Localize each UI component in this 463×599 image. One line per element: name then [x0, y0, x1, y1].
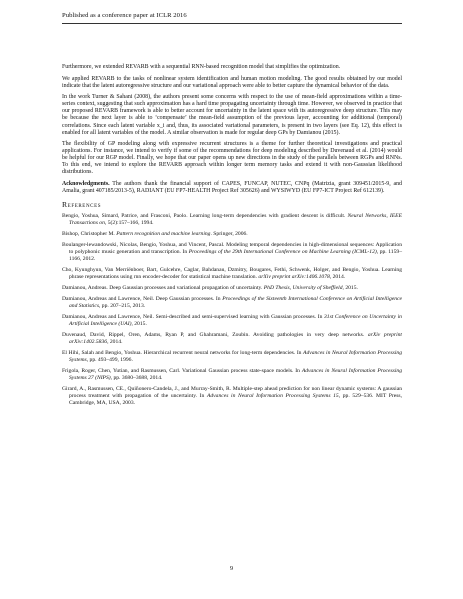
reference-venue: Advances in Neural Information Processing Systems 15 — [206, 393, 339, 400]
reference-details: , pp. 529–536. MIT Press, Cambridge, MA, USA, 2003. — [69, 393, 402, 406]
reference-entry — [62, 332, 402, 345]
reference-details: , 2014. — [107, 339, 123, 346]
reference-details: , 2015. — [131, 321, 147, 328]
reference-venue: Neural Networks, IEEE Transactions on — [69, 213, 402, 226]
reference-details: , pp. 493–499, 1996. — [86, 357, 133, 364]
reference-details: , 2014. — [329, 273, 346, 280]
reference-entry — [62, 368, 402, 381]
references-list — [62, 213, 402, 406]
reference-authors: Damianou, Andreas and Lawrence, Neil. Semi-described and semi-supervised learning with Gaussian processes. In — [62, 314, 324, 321]
paragraph: Furthermore, we extended REVARB with a sequential RNN-based recognition model that simplifies the optimization. — [62, 64, 341, 70]
reference-venue: arXiv preprint arXiv:1406.1078 — [258, 273, 330, 280]
acknowledgments-paragraph — [62, 181, 402, 195]
reference-authors: Bishop, Christopher M. — [62, 231, 117, 238]
header-rule — [62, 23, 402, 24]
reference-details: . Springer, 2006. — [210, 231, 248, 238]
reference-entry — [62, 285, 402, 292]
reference-entry — [62, 231, 402, 238]
reference-venue: Advances in Neural Information Processing Systems — [69, 350, 402, 364]
acknowledgments-title: Acknowledgments. — [62, 181, 110, 188]
reference-authors: Damianou, Andreas and Lawrence, Neil. Deep Gaussian processes. In — [62, 296, 223, 303]
reference-authors: Girard, A., Rasmussen, CE., Quiñonero-Candela, J., and Murray-Smith, R. Multiple-step ahead prediction for non linear dynamic systems: A gaussian process treatment with propagation of the uncertainty. In — [62, 386, 402, 400]
reference-authors: El Hihi, Salah and Bengio, Yoshua. Hierarchical recurrent neural networks for long-term dependencies. In — [62, 350, 304, 357]
page-body — [62, 64, 402, 411]
reference-authors: Bengio, Yoshua, Simard, Patrice, and Frasconi, Paolo. Learning long-term dependencies with gradient descent is difficult. — [62, 213, 348, 220]
reference-details: , 5(2):157–166, 1994. — [104, 219, 154, 226]
reference-entry — [62, 267, 402, 280]
reference-venue: Proceedings of the Sixteenth International Conference on Artificial Intelligence and Statistics — [69, 296, 402, 310]
paragraph: The flexibility of GP modeling along with expressive recurrent structures is a theme for further theoretical investigations and practical applications. For instance, we intend to verify if some of the recommendations for deep modeling described by Duvenaud et al. (2014) would be helpful for our RGP model. Finally, we hope that our paper opens up new directions in the study of the parallels between RGPs and RNNs. To this end, we intend to explore the REVARB approach within longer term memory tasks and extend it with non-Gaussian likelihood distributions. — [62, 141, 402, 176]
reference-entry — [62, 296, 402, 309]
reference-details: , pp. 3680–3688, 2014. — [110, 375, 163, 382]
reference-authors: Frigola, Roger, Chen, Yutian, and Rasmussen, Carl. Variational Gaussian process state-space models. In — [62, 368, 302, 375]
reference-authors: Duvenaud, David, Rippel, Oren, Adams, Ryan P, and Ghahramani, Zoubin. Avoiding pathologies in very deep networks. — [62, 332, 368, 339]
reference-venue: arXiv preprint arXiv:1402.5836 — [69, 332, 402, 346]
reference-venue: Pattern recognition and machine learning — [116, 231, 211, 238]
reference-venue: Proceedings of the 29th International Conference on Machine Learning (ICML-12) — [188, 249, 377, 256]
reference-details: , 2015. — [342, 285, 358, 292]
reference-entry — [62, 350, 402, 363]
reference-authors: Boulanger-lewandowski, Nicolas, Bengio, Yoshua, and Vincent, Pascal. Modeling temporal dependencies in high-dimensional sequences: Application to polyphonic music generation and transcription. In — [62, 242, 402, 256]
reference-venue: 31st Conference on Uncertainty in Artificial Intelligence (UAI) — [69, 314, 402, 328]
running-header: Published as a conference paper at ICLR 2016 — [62, 12, 187, 19]
paragraph: We applied REVARB to the tasks of nonlinear system identification and human motion modeling. The good results obtained by our model indicate that the latent autoregressive structure and our variational approach were able to better capture the dynamical behavior of the data. — [62, 75, 402, 89]
reference-entry — [62, 213, 402, 226]
reference-entry — [62, 386, 402, 406]
references-heading: References — [62, 200, 102, 210]
reference-entry — [62, 314, 402, 327]
acknowledgments-text: The authors thank the financial support of CAPES, FUNCAP, NUTEC, CNPq (Matrizia, grant 309451/2015-9, and Amalia, grant 407185/2013-5), RADIANT (EU FP7-HEALTH Project Ref 305626) and WYSIWYD (EU FP7-ICT Project Ref 612139). — [62, 181, 402, 195]
paragraph: In the work Turner & Sahani (2008), the authors present some concerns with respect to the use of mean-field approximations within a time-series context, suggesting that such approximation has a hard time propagating uncertainty through time. However, we observed in practice that our proposed REVARB framework is able to better account for uncertainty in the latent space with its autoregressive deep structure. This may be because the next layer is able to ‘compensate’ the mean-field assumption of the previous layer, accounting for additional (temporal) correlations. Since each latent variable x_i and, thus, its associated variational parameters, is present in two layers (see Eq. 12), this effect is enabled for all latent variables of the model. A similar observation is made for regular deep GPs by Damianou (2015). — [62, 94, 402, 136]
reference-details: , pp. 1159–1166, 2012. — [69, 249, 402, 262]
reference-authors: Cho, Kyunghyun, Van Merriënboer, Bart, Gulcehre, Caglar, Bahdanau, Dzmitry, Bougares, Fethi, Schwenk, Holger, and Bengio, Yoshua. Learning phrase representations using rnn encoder-decoder for statistical machine translation. — [62, 267, 402, 280]
reference-venue: Advances in Neural Information Processing Systems 27 (NIPS) — [69, 368, 402, 382]
reference-entry — [62, 242, 402, 262]
reference-details: , pp. 207–215, 2013. — [99, 303, 146, 310]
reference-venue: PhD Thesis, University of Sheffield — [263, 285, 343, 292]
reference-authors: Damianou, Andreas. Deep Gaussian processes and variational propagation of uncertainty. — [62, 285, 264, 292]
page-number: 9 — [229, 565, 234, 572]
